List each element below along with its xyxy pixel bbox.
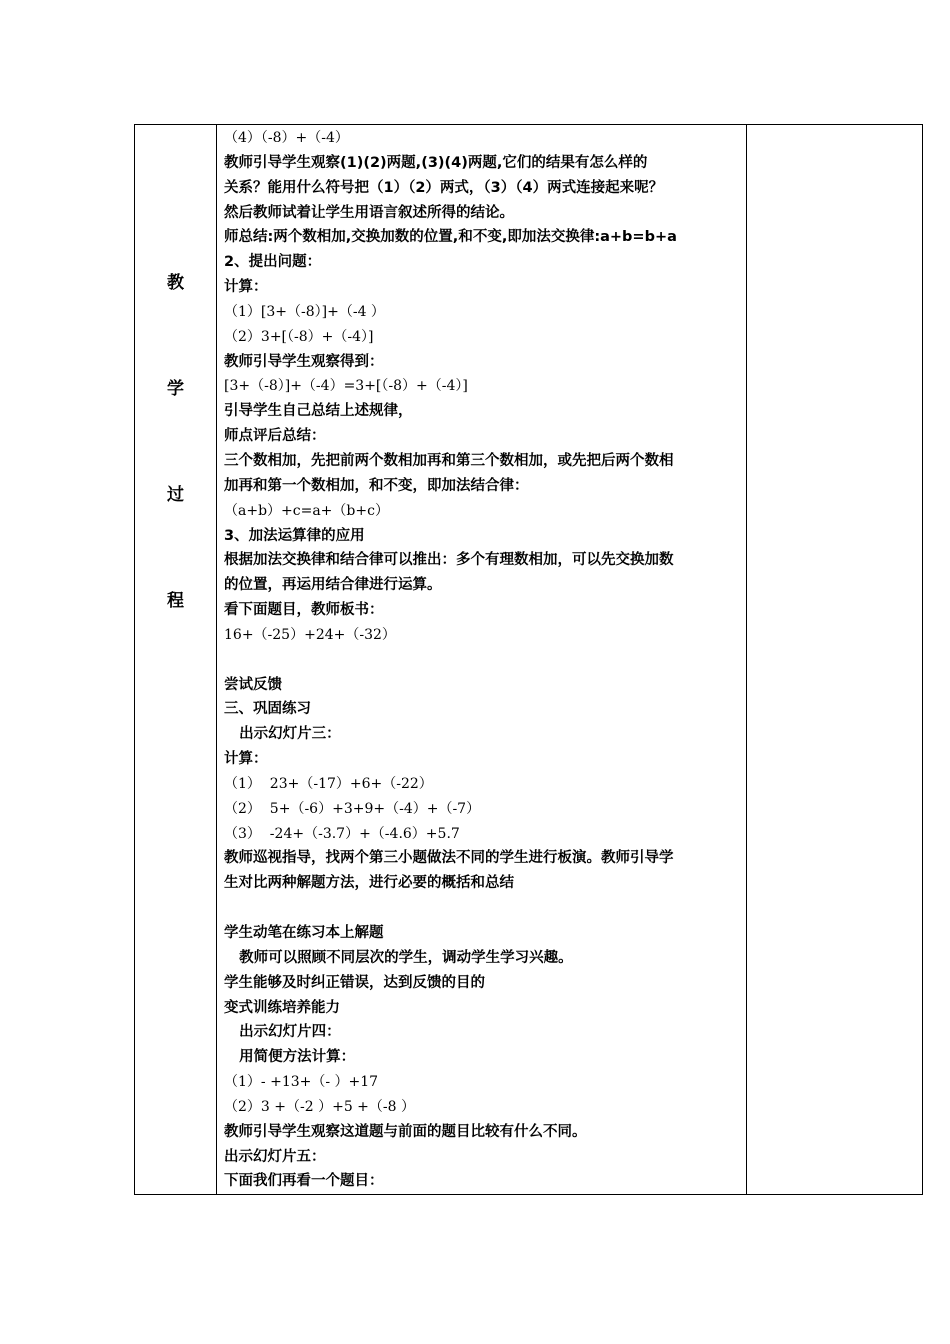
text-line: 教师引导学生观察(1)(2)两题,(3)(4)两题,它们的结果有怎么样的 bbox=[224, 154, 648, 171]
text-line: 教师可以照顾不同层次的学生，调动学生学习兴趣。 bbox=[224, 949, 573, 966]
text-line: 16+（-25）+24+（-32） bbox=[224, 626, 396, 643]
text-line: 根据加法交换律和结合律可以推出：多个有理数相加，可以先交换加数 bbox=[224, 552, 674, 569]
column-divider bbox=[746, 125, 747, 1194]
text-line bbox=[224, 648, 744, 673]
text-line: （2）3+[（-8）+（-4）] bbox=[224, 328, 374, 345]
text-line: （1）[3+（-8）]+（-4 ） bbox=[224, 303, 385, 320]
side-label-char: 教 bbox=[167, 273, 184, 293]
text-line: （2）3 +（-2 ）+5 +（-8 ） bbox=[224, 1098, 415, 1115]
text-line: 看下面题目，教师板书： bbox=[224, 602, 384, 619]
text-line: 出示幻灯片五： bbox=[224, 1148, 326, 1165]
side-label-char: 程 bbox=[167, 591, 184, 611]
text-line: （1） 23+（-17）+6+（-22） bbox=[224, 775, 433, 792]
text-line: 下面我们再看一个题目： bbox=[224, 1173, 384, 1190]
text-line: 三个数相加，先把前两个数相加再和第三个数相加，或先把后两个数相 bbox=[224, 452, 674, 469]
text-line: 3、加法运算律的应用 bbox=[224, 527, 365, 544]
column-divider bbox=[216, 125, 217, 1194]
text-line: 教师引导学生观察得到： bbox=[224, 353, 384, 370]
text-line: 加再和第一个数相加，和不变，即加法结合律： bbox=[224, 477, 529, 494]
text-line: 生对比两种解题方法，进行必要的概括和总结 bbox=[224, 875, 514, 892]
text-line: （2） 5+（-6）+3+9+（-4）+（-7） bbox=[224, 800, 481, 817]
text-line: 学生能够及时纠正错误，达到反馈的目的 bbox=[224, 974, 485, 991]
side-label-char: 学 bbox=[167, 379, 184, 399]
text-line: 教师巡视指导，找两个第三小题做法不同的学生进行板演。教师引导学 bbox=[224, 850, 674, 867]
text-line: 三、巩固练习 bbox=[224, 701, 311, 718]
text-line: 关系？能用什么符号把（1）（2）两式，（3）（4）两式连接起来呢？ bbox=[224, 179, 664, 196]
text-line: 变式训练培养能力 bbox=[224, 999, 340, 1016]
text-line: 计算： bbox=[224, 751, 268, 768]
text-line: 师总结:两个数相加,交换加数的位置,和不变,即加法交换律:a+b=b+a bbox=[224, 229, 677, 246]
text-line: 出示幻灯片三： bbox=[224, 726, 341, 743]
text-line: 然后教师试着让学生用语言叙述所得的结论。 bbox=[224, 204, 514, 221]
text-line: 尝试反馈 bbox=[224, 676, 282, 693]
side-label-char: 过 bbox=[167, 485, 184, 505]
text-line: （4）（-8）+（-4） bbox=[224, 130, 349, 146]
text-line: 师点评后总结： bbox=[224, 428, 326, 445]
text-line: （a+b）+c=a+（b+c） bbox=[224, 502, 389, 519]
teaching-process-content bbox=[224, 126, 744, 1194]
text-line: 引导学生自己总结上述规律， bbox=[224, 403, 413, 420]
text-line: 2、提出问题： bbox=[224, 254, 322, 271]
text-line: 用简便方法计算： bbox=[224, 1049, 356, 1066]
text-line: 教师引导学生观察这道题与前面的题目比较有什么不同。 bbox=[224, 1123, 587, 1140]
text-line: 出示幻灯片四： bbox=[224, 1024, 341, 1041]
text-line bbox=[224, 896, 744, 921]
text-line: 学生动笔在练习本上解题 bbox=[224, 925, 384, 941]
text-line: 的位置，再运用结合律进行运算。 bbox=[224, 577, 442, 594]
lesson-table bbox=[134, 124, 923, 1195]
text-line: （3） -24+（-3.7）+（-4.6）+5.7 bbox=[224, 825, 460, 842]
text-line: 计算： bbox=[224, 279, 268, 296]
text-line: （1）- +13+（- ）+17 bbox=[224, 1074, 379, 1091]
text-line: [3+（-8）]+（-4）=3+[（-8）+（-4）] bbox=[224, 378, 468, 395]
